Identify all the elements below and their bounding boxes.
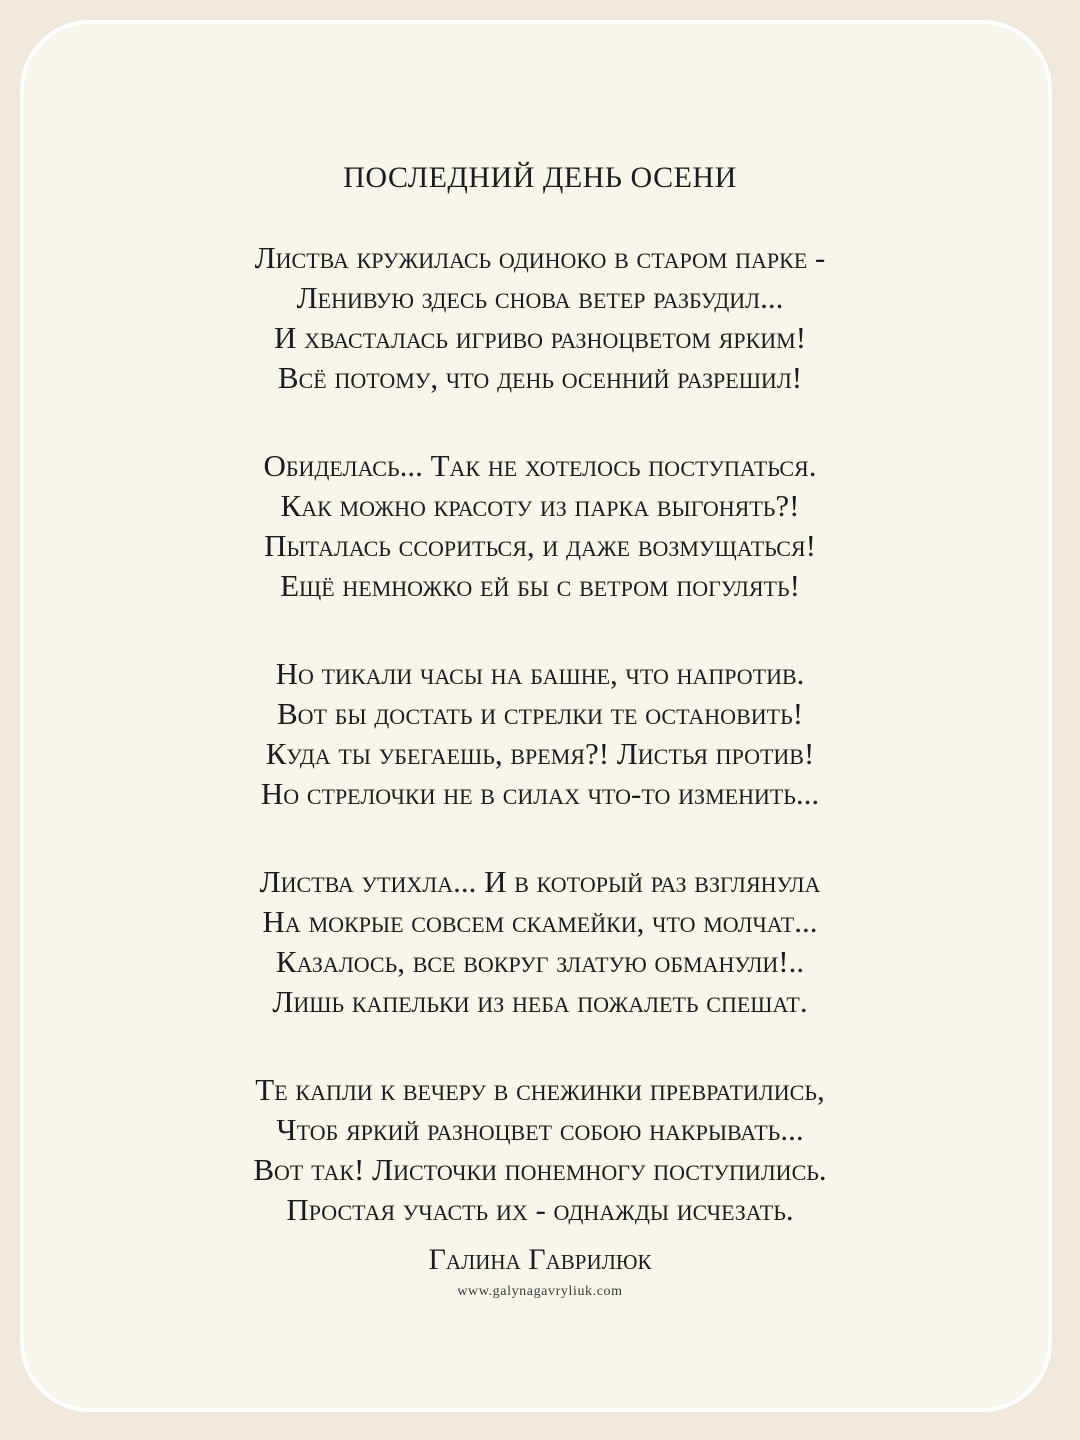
poem-line: Листва кружилась одиноко в старом парке - [254,240,826,275]
stanza-2 [0,446,1080,606]
poem-line: Вот бы достать и стрелки те остановить! [276,696,804,731]
poem-line: Ещё немножко ей бы с ветром погулять! [280,568,800,603]
poem-line: Лишь капельки из неба пожалеть спешат. [272,984,808,1019]
poem-line: Листва утихла... И в который раз взглянула [259,864,821,899]
author-website: www.galynagavryliuk.com [457,1284,623,1299]
poem-line: И хвасталась игриво разноцветом ярким! [273,320,807,355]
poem-line: Чтоб яркий разноцвет собою накрывать... [276,1112,804,1147]
poem-line: Пыталась ссориться, и даже возмущаться! [264,528,816,563]
poem-line: Как можно красоту из парка выгонять?! [280,488,800,523]
poem-line: Обиделась... Так не хотелось поступаться. [263,448,817,483]
poem-line: Казалось, все вокруг златую обманули!.. [275,944,805,979]
poem-title: ПОСЛЕДНИЙ ДЕНЬ ОСЕНИ [343,161,737,194]
poem-line: Вот так! Листочки понемногу поступились. [253,1152,827,1187]
author-name: Галина Гаврилюк [428,1243,652,1276]
stanza-4 [0,862,1080,1022]
poem-line: Но тикали часы на башне, что напротив. [275,656,805,691]
poem-line: Те капли к вечеру в снежинки превратились, [255,1072,825,1107]
stanza-5 [0,1070,1080,1230]
poem-line: Но стрелочки не в силах что-то изменить... [260,776,820,811]
poem-line: Простая участь их - однажды исчезать. [286,1192,794,1227]
poem-line: Куда ты убегаешь, время?! Листья против! [265,736,815,771]
stanza-3 [0,654,1080,814]
poem-body [0,238,1080,1278]
stanza-1 [0,238,1080,398]
poem-line: Всё потому, что день осенний разрешил! [277,360,803,395]
poem-line: На мокрые совсем скамейки, что молчат... [262,904,818,939]
poem-line: Ленивую здесь снова ветер разбудил... [296,280,784,315]
